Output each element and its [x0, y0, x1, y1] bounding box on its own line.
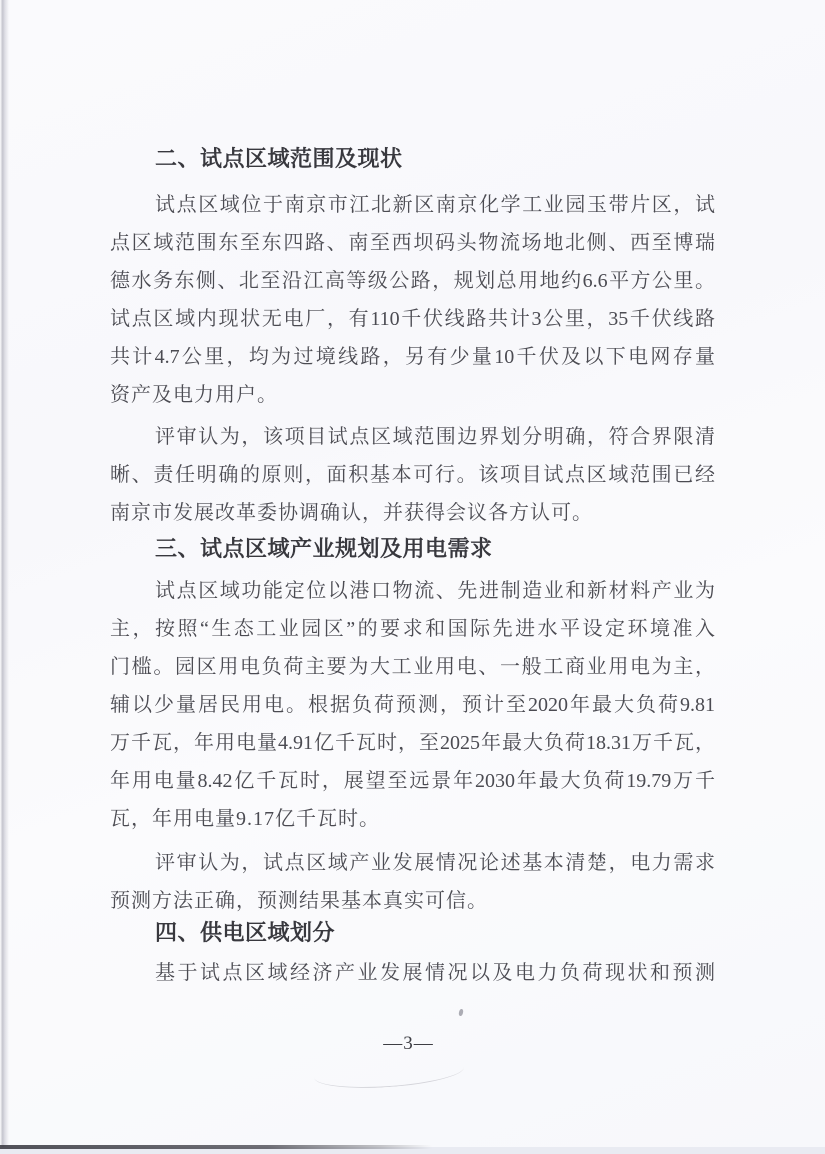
- section-heading-4: 四、供电区域划分: [155, 920, 336, 945]
- section-heading-3: 三、试点区域产业规划及用电需求: [155, 536, 493, 561]
- text-line: 评审认为，试点区域产业发展情况论述基本清楚，电力需求: [155, 852, 715, 874]
- text-line: 试点区域位于南京市江北新区南京化学工业园玉带片区，试: [155, 194, 715, 216]
- text-line: 年用电量8.42亿千瓦时，展望至远景年2030年最大负荷19.79万千: [110, 770, 715, 792]
- text-line: 辅以少量居民用电。根据负荷预测，预计至2020年最大负荷9.81: [110, 694, 715, 716]
- paragraph-industry-demand: [110, 572, 715, 838]
- section-heading-2: 二、试点区域范围及现状: [155, 146, 403, 171]
- paragraph-supply-division: [110, 954, 715, 992]
- text-line: 评审认为，该项目试点区域范围边界划分明确，符合界限清: [155, 426, 715, 448]
- paragraph-region-scope: [110, 186, 715, 414]
- page-number: —3—: [383, 1033, 434, 1054]
- text-line: 预测方法正确，预测结果基本真实可信。: [110, 890, 488, 912]
- scan-bottom-edge-line: [0, 1145, 432, 1149]
- text-line: 试点区域内现状无电厂，有110千伏线路共计3公里，35千伏线路: [110, 308, 715, 330]
- paragraph-region-review: [110, 418, 715, 532]
- scan-curve-artifact: [313, 1053, 465, 1092]
- text-line: 门槛。园区用电负荷主要为大工业用电、一般工商业用电为主，: [110, 656, 715, 678]
- text-line: 主，按照“生态工业园区”的要求和国际先进水平设定环境准入: [110, 618, 715, 640]
- text-line: 共计4.7公里，均为过境线路，另有少量10千伏及以下电网存量: [110, 346, 715, 368]
- text-line: 万千瓦，年用电量4.91亿千瓦时，至2025年最大负荷18.31万千瓦，: [110, 732, 715, 754]
- scan-left-edge-shadow: [0, 0, 9, 1154]
- text-line: 资产及电力用户。: [110, 384, 278, 406]
- scan-speck-artifact: [458, 1009, 464, 1017]
- text-line: 点区域范围东至东四路、南至西坝码头物流场地北侧、西至博瑞: [110, 232, 715, 254]
- text-line: 晰、责任明确的原则，面积基本可行。该项目试点区域范围已经: [110, 464, 715, 486]
- paragraph-demand-review: [110, 844, 715, 920]
- text-line: 南京市发展改革委协调确认，并获得会议各方认可。: [110, 502, 593, 524]
- text-line: 基于试点区域经济产业发展情况以及电力负荷现状和预测: [155, 962, 715, 984]
- text-line: 德水务东侧、北至沿江高等级公路，规划总用地约6.6平方公里。: [110, 270, 715, 292]
- text-line: 瓦，年用电量9.17亿千瓦时。: [110, 808, 380, 830]
- document-body: [110, 146, 715, 992]
- text-line: 试点区域功能定位以港口物流、先进制造业和新材料产业为: [155, 580, 715, 602]
